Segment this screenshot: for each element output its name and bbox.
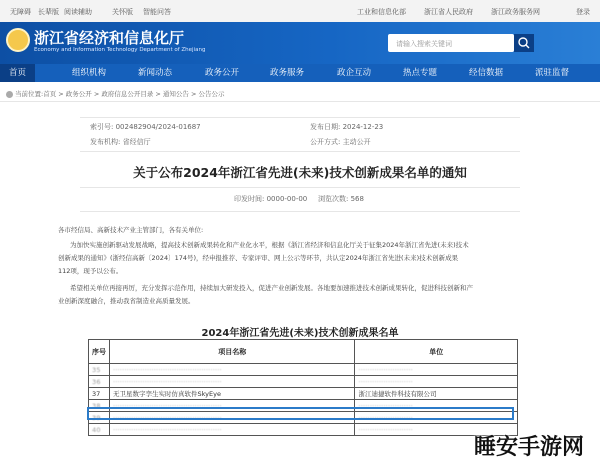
- table-row: [89, 376, 518, 388]
- row-no: 39: [89, 412, 110, 424]
- topbar-link-qa[interactable]: 智能问答: [143, 8, 171, 16]
- site-title[interactable]: 浙江省经济和信息化厅: [34, 29, 185, 47]
- breadcrumb: [6, 89, 225, 98]
- nav-interaction[interactable]: 政企互动: [337, 68, 372, 78]
- meta-top-rule: [80, 117, 520, 118]
- nav-organization[interactable]: 组织机构: [72, 68, 107, 78]
- meta-issuer: 发布机构: 省经信厅: [90, 138, 151, 146]
- topbar-link-reading[interactable]: 阅读辅助: [64, 8, 92, 16]
- divider: [0, 101, 600, 102]
- meta-publish-date: 发布日期: 2024-12-23: [310, 123, 384, 131]
- meta-doc-date: 印发时间: 0000-00-00: [234, 195, 308, 203]
- location-icon: [6, 91, 13, 98]
- row-unit: ························: [355, 376, 518, 388]
- row-unit: ························: [355, 424, 518, 436]
- article-para1-line2: 创新成果的通知》(浙经信高新〔2024〕174号)，经申报推荐、专家评审、网上公示等环节，共认定2024年浙江省先进(未来)技术创新成果: [58, 254, 459, 262]
- article-para2-line2: 业创新深度融合，推动我省制造业高质量发展。: [58, 297, 195, 305]
- article-para1-line3: 112项，现予以公布。: [58, 267, 123, 275]
- row-project: ················································: [110, 376, 355, 388]
- nav-gov-affairs[interactable]: 政务公开: [205, 68, 240, 78]
- search-placeholder: 请输入搜索关键词: [396, 40, 452, 48]
- emblem-logo: [6, 28, 30, 52]
- nav-data[interactable]: 经信数据: [469, 68, 504, 78]
- search-icon: [514, 34, 534, 52]
- topbar-link-miit[interactable]: 工业和信息化部: [357, 8, 406, 16]
- topbar-link-accessibility[interactable]: 无障碍: [10, 8, 31, 16]
- row-project: 无卫星数字孪生实时仿真软件SkyEye: [110, 388, 355, 400]
- row-project: ················································: [110, 424, 355, 436]
- table-row-highlighted: [89, 388, 518, 400]
- meta-views: 浏览次数: 568: [318, 195, 364, 203]
- row-no: 40: [89, 424, 110, 436]
- row-project: ················································: [110, 364, 355, 376]
- watermark-text: 睡安手游网: [474, 434, 585, 460]
- info-rule: [80, 211, 520, 212]
- row-project: ················································: [110, 412, 355, 424]
- table-row: [89, 364, 518, 376]
- meta-bottom-rule: [80, 151, 520, 152]
- title-rule: [80, 187, 520, 188]
- article-para2-line1: 希望相关单位再接再厉，充分发挥示范作用，持续加大研发投入，促进产业创新发展。各地要加速推进技术创新成果转化，促进科技创新和产: [70, 284, 473, 292]
- table-row: [89, 424, 518, 436]
- nav-news[interactable]: 新闻动态: [138, 68, 173, 78]
- nav-home[interactable]: 首页: [0, 64, 35, 82]
- article-greeting: 各市经信局、高新技术产业主管部门，各有关单位:: [58, 226, 204, 234]
- header-unit: 单位: [355, 340, 518, 364]
- meta-index-no: 索引号: 002482904/2024-01687: [90, 123, 201, 131]
- article-para1-line1: 为加快实施创新驱动发展战略，提高技术创新成果转化和产业化水平，根据《浙江省经济和信息化厅关于征集2024年浙江省先进(未来)技术: [70, 241, 469, 249]
- article-title: 关于公布2024年浙江省先进(未来)技术创新成果名单的通知: [133, 165, 467, 180]
- header-project: 项目名称: [110, 340, 355, 364]
- nav-gov-services[interactable]: 政务服务: [270, 68, 305, 78]
- topbar-link-zj-service[interactable]: 浙江政务服务网: [491, 8, 540, 16]
- breadcrumb-text[interactable]: 当前位置:首页 > 政务公开 > 政府信息公开目录 > 通知公告 > 公告公示: [15, 90, 225, 98]
- top-utility-bar: [0, 0, 600, 23]
- row-no: 37: [89, 388, 110, 400]
- meta-open-mode: 公开方式: 主动公开: [310, 138, 371, 146]
- row-unit: ························: [355, 364, 518, 376]
- row-unit: ························: [355, 400, 518, 412]
- list-title: 2024年浙江省先进(未来)技术创新成果名单: [201, 328, 399, 339]
- search-input[interactable]: [388, 34, 514, 52]
- topbar-link-elder[interactable]: 长辈版: [38, 8, 59, 16]
- row-no: 36: [89, 376, 110, 388]
- search-button[interactable]: [514, 34, 534, 52]
- site-header: [0, 22, 600, 64]
- table-header-row: [89, 340, 518, 364]
- row-unit: ························: [355, 412, 518, 424]
- topbar-link-login[interactable]: 登录: [576, 8, 590, 16]
- highlight-box: [87, 407, 514, 420]
- site-subtitle: Economy and Information Technology Department of Zhejiang: [34, 47, 206, 53]
- header-seq: 序号: [89, 340, 110, 364]
- nav-hot-topics[interactable]: 热点专题: [403, 68, 438, 78]
- row-project: ················································: [110, 400, 355, 412]
- nav-supervision[interactable]: 派驻监督: [535, 68, 570, 78]
- row-no: 35: [89, 364, 110, 376]
- row-unit: 浙江迪捷软件科技有限公司: [355, 388, 518, 400]
- topbar-link-care[interactable]: 关怀版: [112, 8, 133, 16]
- results-table: [88, 339, 518, 436]
- row-no: 38: [89, 400, 110, 412]
- topbar-link-zj-gov[interactable]: 浙江省人民政府: [424, 8, 473, 16]
- main-nav: [0, 64, 600, 82]
